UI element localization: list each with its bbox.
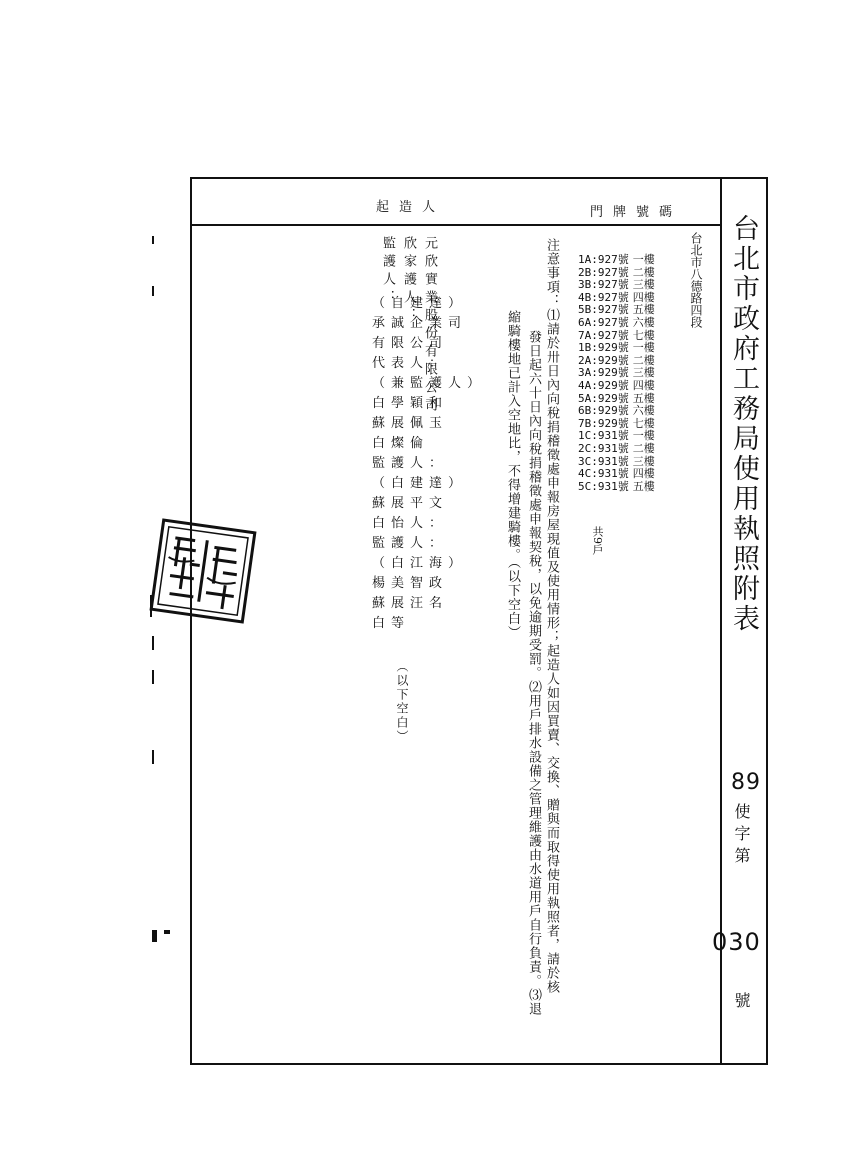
note-line-2: 發日起六十日內向稅捐稽徵處申報契稅，以免逾期受罰。⑵用戶排水設備之管理維護由水道用戶自行負責。⑶退 (526, 330, 541, 1016)
address-unit-row (578, 355, 655, 367)
document-frame (190, 177, 768, 1065)
address-unit-row (578, 481, 655, 493)
builder-row: （白江海） (372, 556, 468, 571)
serial-number: 030 (712, 928, 761, 956)
document-title: 台北市政府工務局使用執照附表 (728, 214, 759, 634)
address-unit-row (578, 304, 655, 316)
header-row-line (190, 224, 722, 226)
address-unit-number: 7B:929號 (578, 416, 629, 430)
address-unit-number: 4B:927號 (578, 290, 629, 304)
address-unit-row (578, 254, 655, 266)
address-unit-floor: 七樓 (632, 328, 655, 342)
scan-mark (152, 236, 154, 244)
builder-row: 白怡人： (372, 516, 449, 531)
address-unit-number: 6A:927號 (578, 316, 629, 329)
address-unit-floor: 四樓 (632, 467, 655, 481)
note-line-3: 縮騎樓地已計入空地比，不得增建騎樓。（以下空白） (505, 310, 520, 640)
address-unit-row (578, 267, 655, 279)
scan-mark (152, 286, 154, 296)
address-unit-row (578, 330, 655, 342)
address-unit-floor: 三樓 (632, 278, 655, 292)
address-unit-floor: 二樓 (632, 353, 655, 367)
scan-mark (152, 636, 154, 650)
address-unit-number: 4A:929號 (578, 379, 629, 392)
builder-line-1: 元欣實業股份有限公司 (422, 236, 437, 416)
address-unit-row (578, 456, 655, 468)
number-suffix: 號 (732, 992, 751, 1008)
builder-row: 楊美智政 (372, 576, 449, 591)
builder-row: 白燦倫 (372, 436, 430, 451)
builder-blank-note: （以下空白） (395, 660, 409, 744)
door-number-header: 門牌號碼 (590, 205, 683, 220)
address-unit-floor: 四樓 (632, 290, 655, 304)
address-unit-floor: 二樓 (632, 265, 655, 279)
address-unit-number: 2C:931號 (578, 442, 629, 455)
builder-row: 白等 (372, 616, 411, 631)
address-unit-number: 2A:929號 (578, 353, 629, 367)
year-number: 89 (731, 770, 761, 795)
address-unit-number: 1C:931號 (578, 429, 629, 443)
permit-category: 使字第 (732, 803, 751, 869)
address-unit-row (578, 292, 655, 304)
address-unit-floor: 五樓 (632, 479, 655, 493)
builder-row: 承誠企業司 (372, 316, 468, 331)
address-unit-row (578, 317, 655, 329)
builder-line-3: 監護人： (380, 236, 395, 308)
address-unit-floor: 一樓 (632, 341, 655, 355)
address-street: 台北市八德路四段 (689, 232, 703, 328)
address-unit-row (578, 380, 655, 392)
builder-row: （自建達） (372, 296, 468, 311)
builder-row: 蘇展汪名 (372, 596, 449, 611)
address-unit-floor: 一樓 (632, 253, 655, 266)
address-unit-number: 7A:927號 (578, 328, 629, 342)
address-unit-floor: 四樓 (632, 379, 655, 392)
address-unit-number: 3C:931號 (578, 454, 629, 468)
address-unit-number: 6B:929號 (578, 404, 629, 418)
address-unit-row (578, 405, 655, 417)
builder-row: 蘇展佩玉 (372, 416, 449, 431)
address-unit-number: 2B:927號 (578, 265, 629, 279)
builder-row: 蘇展平文 (372, 496, 449, 511)
address-unit-floor: 六樓 (632, 316, 655, 329)
address-unit-number: 1B:929號 (578, 341, 629, 355)
address-unit-number: 5A:929號 (578, 391, 629, 405)
note-line-1: 注意事項：⑴請於卅日內向稅捐稽徵處申報房屋現值及使用情形；起造人如因買賣、交換、贈與而取得使用執照者，請於核 (544, 238, 559, 994)
address-unit-number: 3B:927號 (578, 278, 629, 292)
address-unit-floor: 三樓 (632, 366, 655, 380)
builder-row: （白建達） (372, 476, 468, 491)
scan-mark (164, 930, 170, 934)
address-unit-row (578, 393, 655, 405)
builder-row: 白學穎和 (372, 396, 449, 411)
builder-row: 有限公司 (372, 336, 449, 351)
address-unit-number: 1A:927號 (578, 253, 629, 266)
address-unit-row (578, 279, 655, 291)
builder-row: 代表人： (372, 356, 449, 371)
seal-stamp (147, 516, 260, 627)
address-unit-number: 5B:927號 (578, 303, 629, 317)
address-unit-row (578, 468, 655, 480)
scan-mark (152, 670, 154, 684)
address-unit-floor: 五樓 (632, 391, 655, 405)
address-total: 共9戶 (591, 526, 604, 555)
builder-row: 監護人： (372, 536, 449, 551)
builder-row: （兼監護人） (372, 376, 487, 391)
address-unit-floor: 六樓 (632, 404, 655, 418)
address-unit-number: 3A:929號 (578, 366, 629, 380)
address-unit-floor: 一樓 (632, 429, 655, 443)
address-unit-floor: 三樓 (632, 454, 655, 468)
builder-row: 監護人： (372, 456, 449, 471)
address-unit-row (578, 418, 655, 430)
address-unit-floor: 七樓 (632, 416, 655, 430)
builder-header: 起造人 (376, 200, 446, 215)
address-unit-floor: 五樓 (632, 303, 655, 317)
address-unit-row (578, 342, 655, 354)
scan-mark (152, 930, 157, 942)
scan-mark (150, 595, 152, 617)
address-unit-row (578, 430, 655, 442)
builder-line-2: 欣家護人： (401, 236, 416, 326)
scan-mark (152, 750, 154, 764)
address-unit-row (578, 367, 655, 379)
address-unit-row (578, 443, 655, 455)
address-unit-number: 5C:931號 (578, 479, 629, 493)
address-unit-floor: 二樓 (632, 442, 655, 455)
address-unit-number: 4C:931號 (578, 467, 629, 481)
